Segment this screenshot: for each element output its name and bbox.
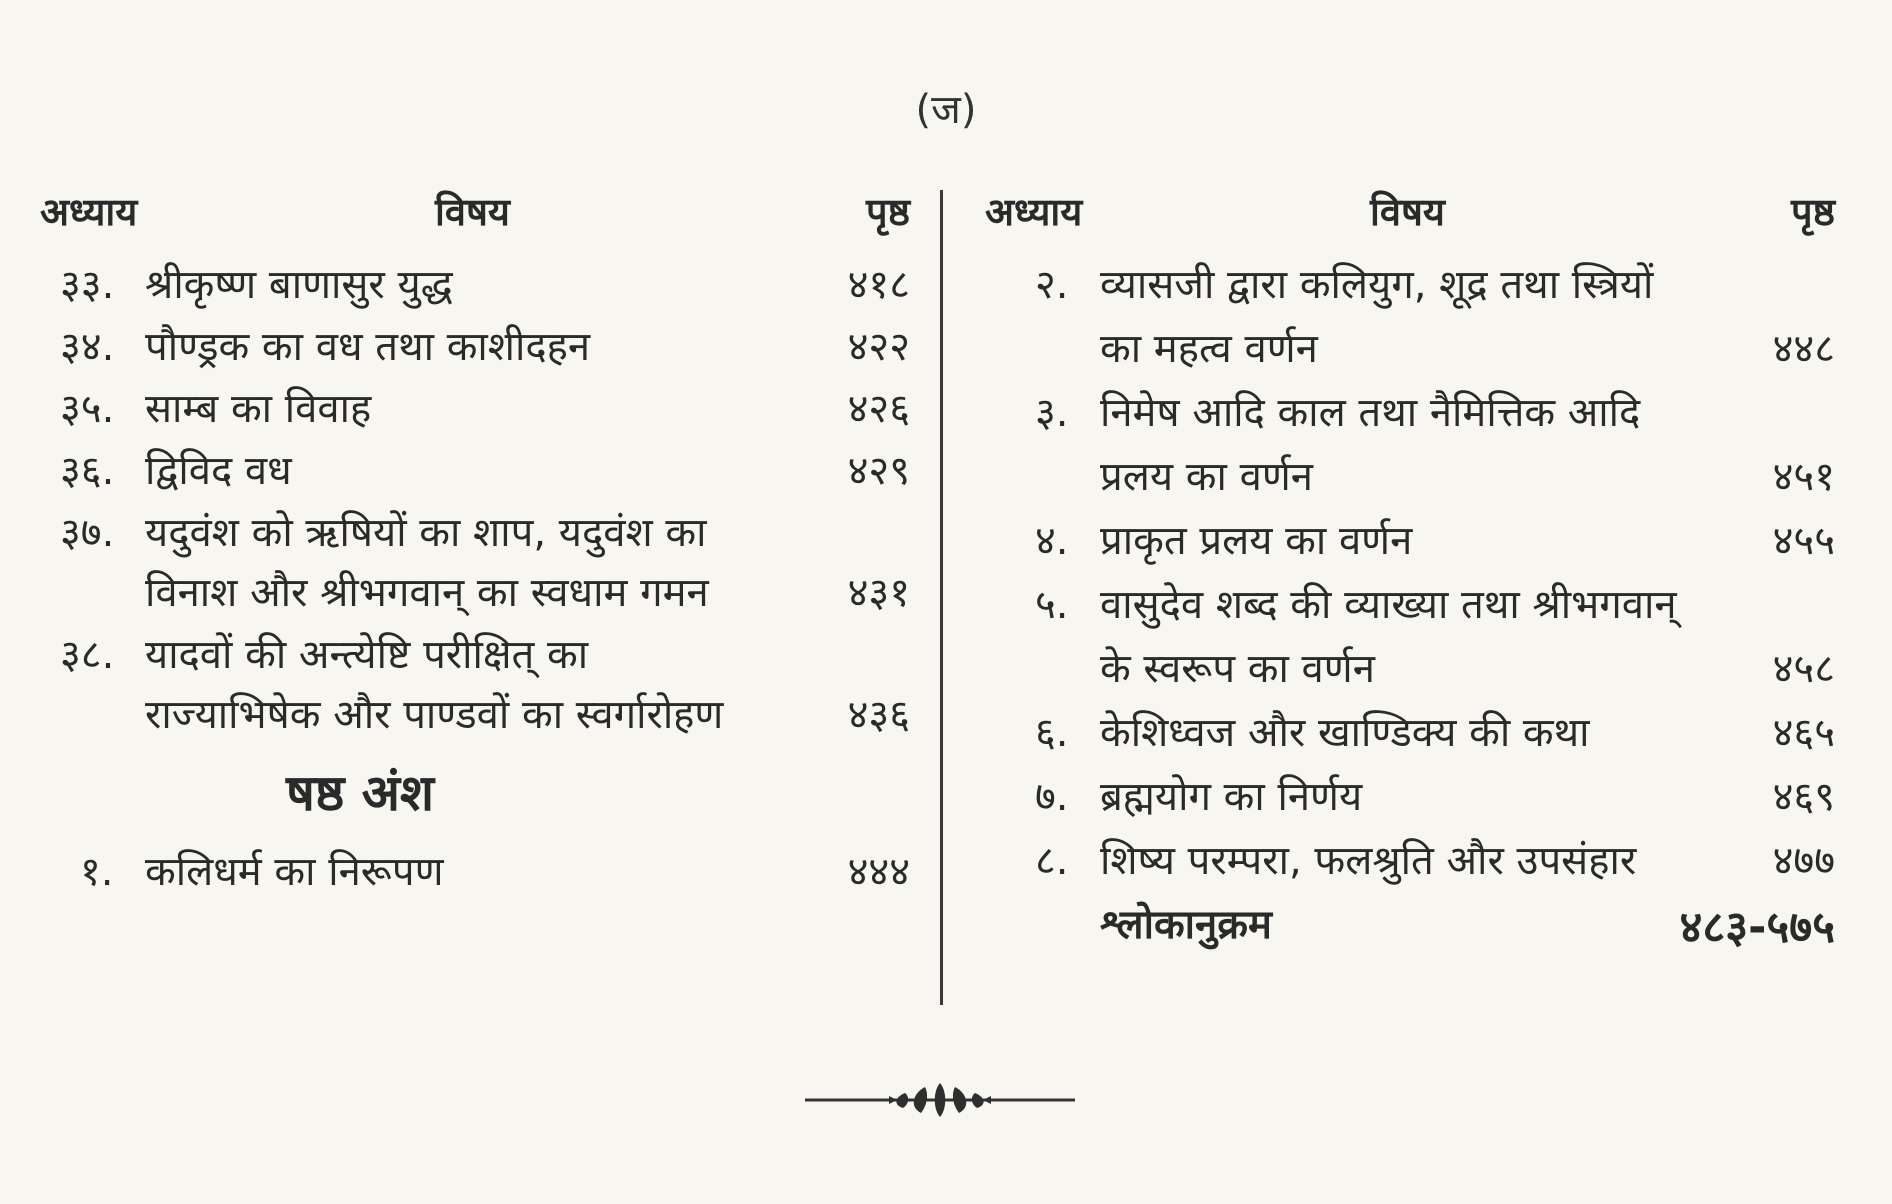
toc-left-header xyxy=(40,185,910,255)
toc-entry xyxy=(985,831,1835,895)
entry-number: ३३. xyxy=(60,262,115,308)
entry-number: ३५. xyxy=(60,386,115,432)
entry-title-line: विनाश और श्रीभगवान् का स्वधाम गमन xyxy=(145,570,709,616)
header-subject: विषय xyxy=(1370,190,1445,234)
entry-title-line: प्रलय का वर्णन xyxy=(1100,454,1313,500)
index-pages: ४८३-५७५ xyxy=(1679,902,1835,953)
toc-right-column xyxy=(985,185,1835,959)
entry-title-line: के स्वरूप का वर्णन xyxy=(1100,646,1375,692)
entry-title-line: वासुदेव शब्द की व्याख्या तथा श्रीभगवान् xyxy=(1100,582,1677,628)
toc-entry xyxy=(40,842,910,904)
entry-page: ४६९ xyxy=(1772,774,1835,820)
toc-entry xyxy=(985,767,1835,831)
entry-page: ४७७ xyxy=(1772,838,1835,884)
entry-title-line: निमेष आदि काल तथा नैमित्तिक आदि xyxy=(1100,390,1641,436)
header-chapter: अध्याय xyxy=(40,190,138,234)
toc-entry xyxy=(40,379,910,441)
entry-number: ७. xyxy=(1035,774,1069,820)
entry-number: ३६. xyxy=(60,448,115,494)
entry-title-line: राज्याभिषेक और पाण्डवों का स्वर्गारोहण xyxy=(145,692,724,738)
entry-title: केशिध्वज और खाण्डिक्य की कथा xyxy=(1100,710,1590,756)
toc-entry xyxy=(40,317,910,379)
entry-title: शिष्य परम्परा, फलश्रुति और उपसंहार xyxy=(1100,838,1637,884)
entry-title: कलिधर्म का निरूपण xyxy=(145,849,444,895)
column-divider xyxy=(940,190,943,1005)
floral-ornament-icon xyxy=(805,1075,1075,1125)
entry-title-line: का महत्व वर्णन xyxy=(1100,326,1318,372)
entry-title-line: व्यासजी द्वारा कलियुग, शूद्र तथा स्त्रियों xyxy=(1100,262,1654,308)
entry-page: ४४४ xyxy=(847,849,910,895)
entry-page: ४२६ xyxy=(847,386,910,432)
entry-number: ८. xyxy=(1035,838,1069,884)
entry-page: ४४८ xyxy=(1772,326,1835,372)
entry-page: ४५५ xyxy=(1772,518,1835,564)
entry-page: ४५१ xyxy=(1772,454,1835,500)
entry-title: श्रीकृष्ण बाणासुर युद्ध xyxy=(145,262,453,308)
entry-number: ३७. xyxy=(60,510,115,556)
toc-entry xyxy=(40,441,910,503)
entry-title-line: यादवों की अन्त्येष्टि परीक्षित् का xyxy=(145,632,589,678)
toc-entry xyxy=(40,625,910,747)
entry-number: ३. xyxy=(1035,390,1069,436)
entry-number: ३४. xyxy=(60,324,115,370)
toc-entry xyxy=(985,575,1835,703)
toc-entry xyxy=(985,511,1835,575)
header-page: पृष्ठ xyxy=(1791,190,1835,234)
entry-title: साम्ब का विवाह xyxy=(145,386,372,432)
header-subject: विषय xyxy=(435,190,510,234)
entry-page: ४१८ xyxy=(847,262,910,308)
toc-entry xyxy=(985,383,1835,511)
header-chapter: अध्याय xyxy=(985,190,1083,234)
entry-title: ब्रह्मयोग का निर्णय xyxy=(1100,774,1363,820)
entry-page: ४५८ xyxy=(1772,646,1835,692)
header-page: पृष्ठ xyxy=(866,190,910,234)
entry-number: १. xyxy=(80,849,114,895)
toc-entry xyxy=(985,703,1835,767)
entry-page: ४२९ xyxy=(847,448,910,494)
entry-number: ४. xyxy=(1035,518,1069,564)
entry-title: द्विविद वध xyxy=(145,448,292,494)
entry-page: ४२२ xyxy=(847,324,910,370)
entry-number: ६. xyxy=(1035,710,1069,756)
entry-number: ३८. xyxy=(60,632,115,678)
entry-number: ५. xyxy=(1035,582,1069,628)
toc-left-column xyxy=(40,185,910,904)
entry-page: ४३६ xyxy=(847,692,910,738)
toc-entry xyxy=(40,255,910,317)
toc-entry xyxy=(985,255,1835,383)
entry-title: पौण्ड्रक का वध तथा काशीदहन xyxy=(145,324,591,370)
entry-page: ४६५ xyxy=(1772,710,1835,756)
section-title: षष्ठ अंश xyxy=(286,764,434,822)
entry-number: २. xyxy=(1035,262,1069,308)
index-entry xyxy=(985,895,1835,959)
index-label: श्लोकानुक्रम xyxy=(1100,902,1272,948)
entry-title-line: यदुवंश को ऋषियों का शाप, यदुवंश का xyxy=(145,510,707,556)
page-marker: (ज) xyxy=(915,87,977,133)
toc-right-header xyxy=(985,185,1835,255)
entry-title: प्राकृत प्रलय का वर्णन xyxy=(1100,518,1413,564)
toc-entry xyxy=(40,503,910,625)
entry-page: ४३१ xyxy=(847,570,910,616)
